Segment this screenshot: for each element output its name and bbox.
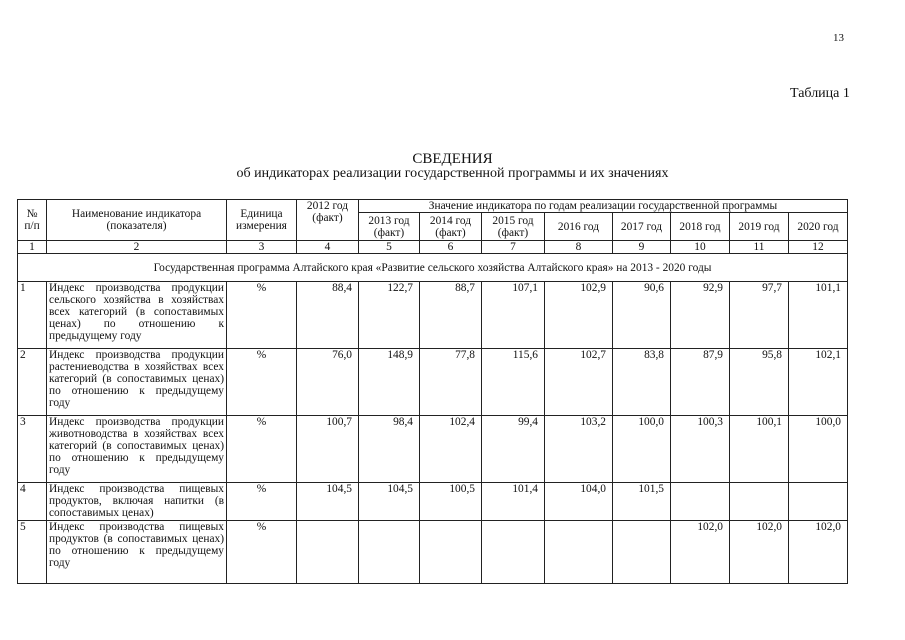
value-cell: 92,9 xyxy=(671,282,730,349)
header-values-group: Значение индикатора по годам реализации государственной программы xyxy=(359,200,848,213)
value-cell: 98,4 xyxy=(359,416,420,483)
column-number: 2 xyxy=(47,241,227,254)
value-cell: 102,7 xyxy=(545,349,613,416)
value-cell xyxy=(545,521,613,584)
header-number-text: № п/п xyxy=(24,208,40,232)
header-year xyxy=(613,213,671,241)
header-unit xyxy=(227,200,297,241)
section-title: Государственная программа Алтайского края «Развитие сельского хозяйства Алтайского края» на 2013 - 2020 годы xyxy=(18,254,848,282)
unit-cell: % xyxy=(227,349,297,416)
value-cell: 104,0 xyxy=(545,483,613,521)
value-cell xyxy=(671,483,730,521)
table-row xyxy=(18,521,848,584)
header-year xyxy=(730,213,789,241)
table-row xyxy=(18,349,848,416)
value-cell: 122,7 xyxy=(359,282,420,349)
column-number: 1 xyxy=(18,241,47,254)
value-cell xyxy=(297,521,359,584)
header-year-text: 2017 год xyxy=(620,220,663,233)
value-cell: 90,6 xyxy=(613,282,671,349)
header-year-2012 xyxy=(297,200,359,241)
header-year xyxy=(789,213,848,241)
value-cell: 102,0 xyxy=(671,521,730,584)
value-cell: 97,7 xyxy=(730,282,789,349)
row-number: 1 xyxy=(18,282,47,349)
unit-cell: % xyxy=(227,521,297,584)
value-cell xyxy=(789,483,848,521)
header-year xyxy=(420,213,482,241)
header-year-text: 2016 год xyxy=(557,220,600,233)
value-cell: 88,4 xyxy=(297,282,359,349)
indicator-name: Индекс производства пищевых продуктов, включая напитки (в сопоставимых ценах) xyxy=(47,483,227,521)
header-year-text: 2020 год xyxy=(797,220,839,233)
row-number: 5 xyxy=(18,521,47,584)
value-cell: 100,0 xyxy=(789,416,848,483)
value-cell: 100,3 xyxy=(671,416,730,483)
value-cell: 101,5 xyxy=(613,483,671,521)
value-cell: 95,8 xyxy=(730,349,789,416)
value-cell: 102,1 xyxy=(789,349,848,416)
header-number xyxy=(18,200,47,241)
header-indicator-name xyxy=(47,200,227,241)
row-number: 3 xyxy=(18,416,47,483)
value-cell: 100,5 xyxy=(420,483,482,521)
column-number: 4 xyxy=(297,241,359,254)
header-indicator-name-text: Наименование индикатора (показателя) xyxy=(71,208,202,232)
value-cell: 100,7 xyxy=(297,416,359,483)
value-cell: 101,4 xyxy=(482,483,545,521)
value-cell: 102,4 xyxy=(420,416,482,483)
value-cell: 88,7 xyxy=(420,282,482,349)
header-year-text: 2018 год xyxy=(679,220,721,233)
indicator-name: Индекс производства продукции растениеводства в хозяйствах всех категорий (в сопоставимых ценах) по отношению к предыдущему году xyxy=(47,349,227,416)
value-cell: 99,4 xyxy=(482,416,545,483)
header-year-2012-text: 2012 год (факт) xyxy=(306,200,349,224)
value-cell: 83,8 xyxy=(613,349,671,416)
header-year-text: 2019 год xyxy=(738,220,780,233)
value-cell: 104,5 xyxy=(297,483,359,521)
table-row xyxy=(18,282,848,349)
value-cell: 107,1 xyxy=(482,282,545,349)
column-number: 11 xyxy=(730,241,789,254)
value-cell xyxy=(359,521,420,584)
value-cell: 100,0 xyxy=(613,416,671,483)
table-row xyxy=(18,416,848,483)
value-cell: 100,1 xyxy=(730,416,789,483)
value-cell: 77,8 xyxy=(420,349,482,416)
value-cell: 103,2 xyxy=(545,416,613,483)
value-cell: 76,0 xyxy=(297,349,359,416)
row-number: 4 xyxy=(18,483,47,521)
header-year-text: 2014 год (факт) xyxy=(429,214,472,239)
document-subtitle: об индикаторах реализации государственной программы и их значениях xyxy=(236,166,669,181)
unit-cell: % xyxy=(227,483,297,521)
value-cell: 102,0 xyxy=(730,521,789,584)
value-cell xyxy=(613,521,671,584)
value-cell xyxy=(730,483,789,521)
value-cell: 148,9 xyxy=(359,349,420,416)
header-year-text: 2013 год (факт) xyxy=(368,214,410,239)
row-number: 2 xyxy=(18,349,47,416)
header-year-text: 2015 год (факт) xyxy=(492,214,534,239)
unit-cell: % xyxy=(227,416,297,483)
header-year xyxy=(482,213,545,241)
document-title: СВЕДЕНИЯ xyxy=(412,151,493,167)
indicator-name: Индекс производства продукции сельского хозяйства в хозяйствах всех категорий (в сопоставимых ценах) по отношению к предыдущему году xyxy=(47,282,227,349)
unit-cell: % xyxy=(227,282,297,349)
value-cell: 102,9 xyxy=(545,282,613,349)
indicator-name: Индекс производства продукции животноводства в хозяйствах всех категорий (в сопоставимых ценах) по отношению к предыдущему году xyxy=(47,416,227,483)
value-cell: 104,5 xyxy=(359,483,420,521)
value-cell: 115,6 xyxy=(482,349,545,416)
column-number: 8 xyxy=(545,241,613,254)
page-number: 13 xyxy=(833,32,844,44)
header-year xyxy=(671,213,730,241)
value-cell: 102,0 xyxy=(789,521,848,584)
column-number: 6 xyxy=(420,241,482,254)
indicator-name: Индекс производства пищевых продуктов (в сопоставимых ценах) по отношению к предыдущему году xyxy=(47,521,227,584)
value-cell: 87,9 xyxy=(671,349,730,416)
header-unit-text: Единица измерения xyxy=(236,208,287,232)
value-cell: 101,1 xyxy=(789,282,848,349)
indicators-table xyxy=(17,199,848,584)
column-number: 9 xyxy=(613,241,671,254)
column-number: 3 xyxy=(227,241,297,254)
table-label: Таблица 1 xyxy=(790,86,850,101)
table-row xyxy=(18,483,848,521)
column-number: 5 xyxy=(359,241,420,254)
header-year xyxy=(359,213,420,241)
column-number: 12 xyxy=(789,241,848,254)
column-number: 7 xyxy=(482,241,545,254)
header-year xyxy=(545,213,613,241)
value-cell xyxy=(482,521,545,584)
value-cell xyxy=(420,521,482,584)
column-number: 10 xyxy=(671,241,730,254)
